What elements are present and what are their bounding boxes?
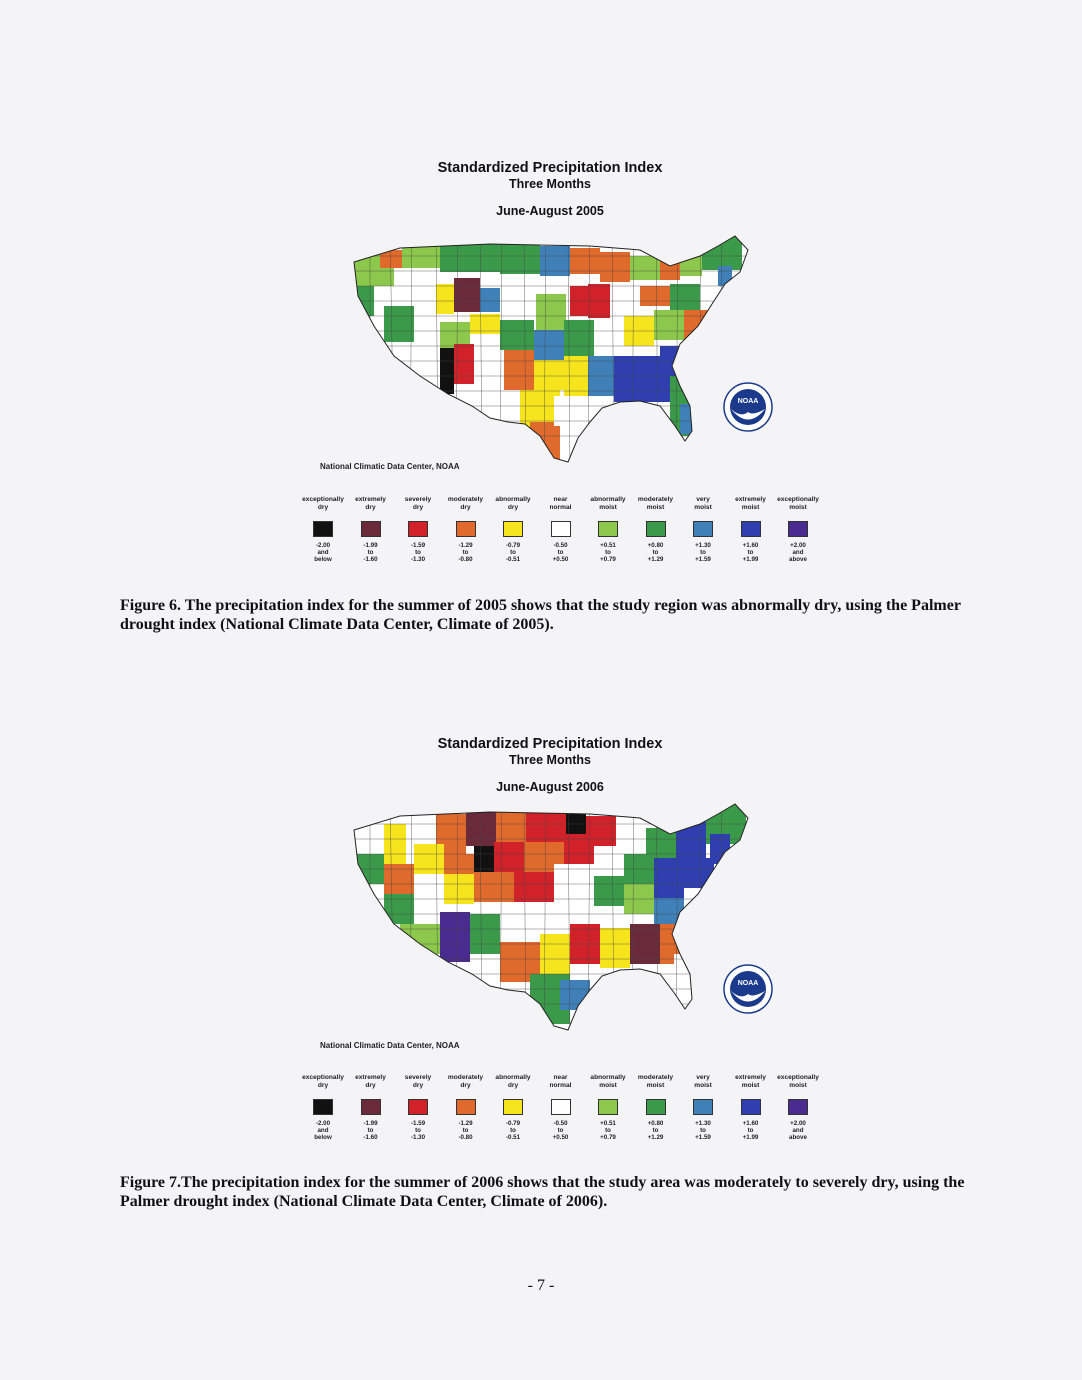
legend-category (585, 1074, 631, 1090)
legend-category-line1: moderately (637, 1074, 674, 1081)
legend-range-end: +1.99 (742, 1134, 759, 1142)
legend-range-joiner: to (510, 549, 516, 557)
legend-range (633, 542, 679, 564)
legend-item (490, 1074, 536, 1142)
legend-range (775, 542, 821, 564)
legend-category (680, 1074, 726, 1090)
legend-range-start: +0.51 (600, 542, 616, 549)
legend-swatch (741, 1099, 761, 1115)
legend-range (775, 1120, 821, 1142)
legend-range-end: +0.50 (552, 1134, 569, 1142)
legend-range-end: below (314, 1134, 332, 1142)
legend-range-start: -1.99 (363, 1120, 378, 1127)
legend-category-line1: moderately (447, 1074, 484, 1081)
legend-category (728, 1074, 774, 1090)
legend-category-line2: dry (365, 503, 376, 511)
legend-range-end: -0.80 (458, 1134, 473, 1142)
legend-range-end: -1.60 (363, 1134, 378, 1142)
legend-range-start: -1.29 (458, 542, 473, 549)
noaa-logo-text: NOAA (737, 980, 759, 987)
map-title: Standardized Precipitation Index (437, 736, 663, 752)
legend-range-end: +1.29 (647, 1134, 664, 1142)
legend-range-start: -1.99 (363, 542, 378, 549)
legend-category (680, 496, 726, 512)
legend-range-joiner: to (557, 1127, 564, 1135)
legend-range-start: -2.00 (315, 542, 331, 549)
legend-item (585, 496, 631, 564)
legend-range-end: -0.80 (458, 556, 473, 564)
legend-swatch (551, 1099, 571, 1115)
legend-range-joiner: to (747, 1127, 754, 1135)
legend-category-line1: severely (404, 496, 432, 503)
legend-category (443, 1074, 489, 1090)
legend-swatch (646, 1099, 666, 1115)
legend-range-start: -0.79 (505, 542, 521, 549)
legend-range-joiner: to (747, 549, 754, 557)
legend-range-start: -1.29 (458, 1120, 473, 1127)
legend-swatch (456, 1099, 476, 1115)
legend-range-joiner: to (700, 1127, 706, 1135)
legend-category-line1: very (696, 496, 710, 503)
legend-category-line1: extremely (355, 1074, 386, 1081)
legend-category-line1: exceptionally (777, 496, 819, 503)
legend-swatch (741, 521, 761, 537)
legend-category-line1: extremely (735, 496, 766, 503)
legend-category-line1: moderately (447, 496, 484, 503)
legend-item (728, 1074, 774, 1142)
legend-item (633, 1074, 679, 1142)
map-source: National Climatic Data Center, NOAA (320, 1041, 460, 1050)
legend-range-joiner: to (652, 1127, 659, 1135)
legend-range-joiner: to (415, 549, 421, 557)
legend-swatch (313, 1099, 333, 1115)
legend-range-joiner: to (462, 549, 469, 557)
legend-category-line2: moist (599, 503, 617, 511)
legend-range-end: -0.51 (505, 556, 521, 564)
legend-range (680, 542, 726, 564)
legend-range (585, 1120, 631, 1142)
legend-category (633, 496, 679, 512)
legend-swatch (598, 521, 618, 537)
legend-range-end: +0.79 (600, 1134, 616, 1142)
legend-category-line1: extremely (355, 496, 386, 503)
legend-range-joiner: and (792, 549, 804, 557)
legend-range (300, 542, 346, 564)
legend-category (538, 496, 584, 512)
legend-category-line2: dry (317, 503, 329, 511)
legend-item (728, 496, 774, 564)
legend-category-line2: normal (549, 503, 572, 511)
legend-category-line1: exceptionally (302, 1074, 344, 1081)
legend-swatch (456, 521, 476, 537)
figure-6-caption: Figure 6. The precipitation index for the summer of 2005 shows that the study region was abnormally dry, using the Palmer drought index (National Climate Data Center, Climate of 2005). (120, 597, 961, 633)
legend-category-line2: dry (317, 1081, 329, 1089)
legend-swatch (408, 1099, 428, 1115)
legend-range-joiner: to (415, 1127, 421, 1135)
map-subtitle: Three Months (509, 753, 591, 767)
legend-range (633, 1120, 679, 1142)
legend-range (443, 1120, 489, 1142)
legend-swatch (788, 521, 808, 537)
legend-swatch (408, 521, 428, 537)
legend-range (300, 1120, 346, 1142)
legend-category-line2: dry (460, 1081, 471, 1089)
legend-category-line2: dry (365, 1081, 376, 1089)
legend-category (775, 1074, 821, 1090)
legend-range-joiner: to (462, 1127, 469, 1135)
legend-range-joiner: and (317, 549, 329, 557)
legend-range-end: +0.79 (600, 556, 616, 564)
legend-category (443, 496, 489, 512)
legend-category-line1: near (553, 1074, 568, 1081)
legend-range-end: +1.99 (742, 556, 759, 564)
legend-item (395, 1074, 441, 1142)
legend-range (680, 1120, 726, 1142)
legend-category (395, 496, 441, 512)
legend-category-line2: dry (412, 1081, 424, 1089)
legend-range (395, 542, 441, 564)
legend-range (728, 542, 774, 564)
legend-category-line1: exceptionally (302, 496, 344, 503)
legend-range-start: +0.51 (600, 1120, 616, 1127)
legend-range-joiner: to (652, 549, 659, 557)
legend-range (490, 542, 536, 564)
legend-swatch (503, 521, 523, 537)
legend-category (633, 1074, 679, 1090)
legend-range-start: -1.59 (410, 1120, 426, 1127)
legend-range (728, 1120, 774, 1142)
legend-category-line2: normal (549, 1081, 572, 1089)
legend-category-line1: abnormally (590, 1074, 626, 1081)
legend-swatch (646, 521, 666, 537)
legend-item (300, 496, 346, 564)
legend-category-line2: moist (599, 1081, 617, 1089)
legend-swatch (598, 1099, 618, 1115)
legend-range-start: -1.59 (410, 542, 426, 549)
legend-category-line1: near (553, 496, 568, 503)
noaa-logo (723, 964, 773, 1014)
legend-category (348, 1074, 394, 1090)
legend-swatch (313, 521, 333, 537)
legend-item (633, 496, 679, 564)
legend-item (348, 1074, 394, 1142)
legend-category (490, 1074, 536, 1090)
legend-range-end: +1.59 (695, 556, 711, 564)
legend-category-line1: moderately (637, 496, 674, 503)
legend-category (300, 496, 346, 512)
legend-category-line1: extremely (735, 1074, 766, 1081)
page-number: - 7 - (527, 1277, 555, 1294)
us-precipitation-map-2005 (340, 226, 780, 471)
noaa-logo-text: NOAA (737, 398, 759, 405)
legend-category (348, 496, 394, 512)
legend-category-line2: dry (507, 503, 519, 511)
legend-item (443, 1074, 489, 1142)
legend-range (443, 542, 489, 564)
legend-category-line2: moist (646, 1081, 665, 1089)
legend-range-joiner: to (510, 1127, 516, 1135)
legend-range-joiner: and (792, 1127, 804, 1135)
legend-category-line2: dry (460, 503, 471, 511)
legend-range-start: +0.80 (647, 542, 664, 549)
legend-range-joiner: to (605, 549, 611, 557)
legend-range-start: -0.79 (505, 1120, 521, 1127)
legend-item (680, 1074, 726, 1142)
legend-range (395, 1120, 441, 1142)
map-subtitle: Three Months (509, 177, 591, 191)
legend-range-start: +2.00 (790, 542, 806, 549)
legend-category (728, 496, 774, 512)
legend-range-end: below (314, 556, 332, 564)
legend-swatch (361, 1099, 381, 1115)
legend-range-end: -1.30 (410, 556, 426, 564)
legend-category-line2: moist (694, 1081, 712, 1089)
legend-item (348, 496, 394, 564)
legend-range-start: -0.50 (553, 1120, 568, 1127)
legend-range (538, 1120, 584, 1142)
figure-7 (280, 736, 820, 1142)
legend-item (585, 1074, 631, 1142)
legend-item (775, 1074, 821, 1142)
legend-range-start: +0.80 (647, 1120, 664, 1127)
legend-category (490, 496, 536, 512)
legend-category-line2: moist (789, 503, 807, 511)
legend-category-line1: abnormally (590, 496, 626, 503)
legend-range-start: +1.60 (742, 1120, 759, 1127)
map-period: June-August 2006 (496, 780, 604, 794)
legend-category-line1: severely (404, 1074, 432, 1081)
legend-swatch (503, 1099, 523, 1115)
legend-item (538, 496, 584, 564)
legend-category (395, 1074, 441, 1090)
legend-item (775, 496, 821, 564)
legend-swatch (693, 521, 713, 537)
legend-range-start: +2.00 (790, 1120, 806, 1127)
legend-range (538, 542, 584, 564)
legend-range-joiner: to (557, 549, 564, 557)
legend-range-end: +1.59 (695, 1134, 711, 1142)
legend-range-start: -0.50 (553, 542, 568, 549)
legend-range-start: +1.30 (695, 1120, 711, 1127)
legend-category-line1: abnormally (495, 496, 531, 503)
legend-range (348, 542, 394, 564)
figure-7-caption: Figure 7.The precipitation index for the summer of 2006 shows that the study area was moderately to severely dry, using the Palmer drought index (National Climate Data Center, Climate of 2006). (120, 1174, 965, 1210)
legend-range-end: above (789, 1134, 807, 1142)
legend-range-end: above (789, 556, 807, 564)
map-source: National Climatic Data Center, NOAA (320, 462, 460, 471)
legend-item (443, 496, 489, 564)
map-title: Standardized Precipitation Index (437, 160, 663, 176)
legend-range-end: +1.29 (647, 556, 664, 564)
legend-category-line2: moist (646, 503, 665, 511)
legend-category-line2: dry (507, 1081, 519, 1089)
legend-range-joiner: to (367, 1127, 374, 1135)
legend-range-joiner: to (605, 1127, 611, 1135)
legend-range (490, 1120, 536, 1142)
legend-item (680, 496, 726, 564)
legend-range-end: -1.30 (410, 1134, 426, 1142)
legend-range (585, 542, 631, 564)
legend-range (348, 1120, 394, 1142)
legend-swatch (551, 521, 571, 537)
noaa-logo (723, 382, 773, 432)
legend-range-end: -1.60 (363, 556, 378, 564)
legend-category-line2: dry (412, 503, 424, 511)
legend-item (538, 1074, 584, 1142)
legend-swatch (788, 1099, 808, 1115)
legend-category-line2: moist (741, 1081, 760, 1089)
legend-range-start: -2.00 (315, 1120, 331, 1127)
legend-category (775, 496, 821, 512)
legend-category (585, 496, 631, 512)
legend-category-line1: exceptionally (777, 1074, 819, 1081)
legend-category-line2: moist (694, 503, 712, 511)
legend-category-line2: moist (789, 1081, 807, 1089)
legend-item (300, 1074, 346, 1142)
figure-6 (280, 160, 820, 564)
legend-category-line1: very (696, 1074, 710, 1081)
map-period: June-August 2005 (496, 204, 604, 218)
legend-range-end: -0.51 (505, 1134, 521, 1142)
legend-range-joiner: and (317, 1127, 329, 1135)
legend-category-line1: abnormally (495, 1074, 531, 1081)
legend-range-joiner: to (367, 549, 374, 557)
legend-item (395, 496, 441, 564)
legend-range-start: +1.60 (742, 542, 759, 549)
legend-swatch (361, 521, 381, 537)
legend-category (300, 1074, 346, 1090)
legend-category (538, 1074, 584, 1090)
legend-category-line2: moist (741, 503, 760, 511)
us-precipitation-map-2006 (340, 794, 780, 1039)
legend-swatch (693, 1099, 713, 1115)
legend-range-start: +1.30 (695, 542, 711, 549)
legend-range-end: +0.50 (552, 556, 569, 564)
legend-range-joiner: to (700, 549, 706, 557)
legend-item (490, 496, 536, 564)
